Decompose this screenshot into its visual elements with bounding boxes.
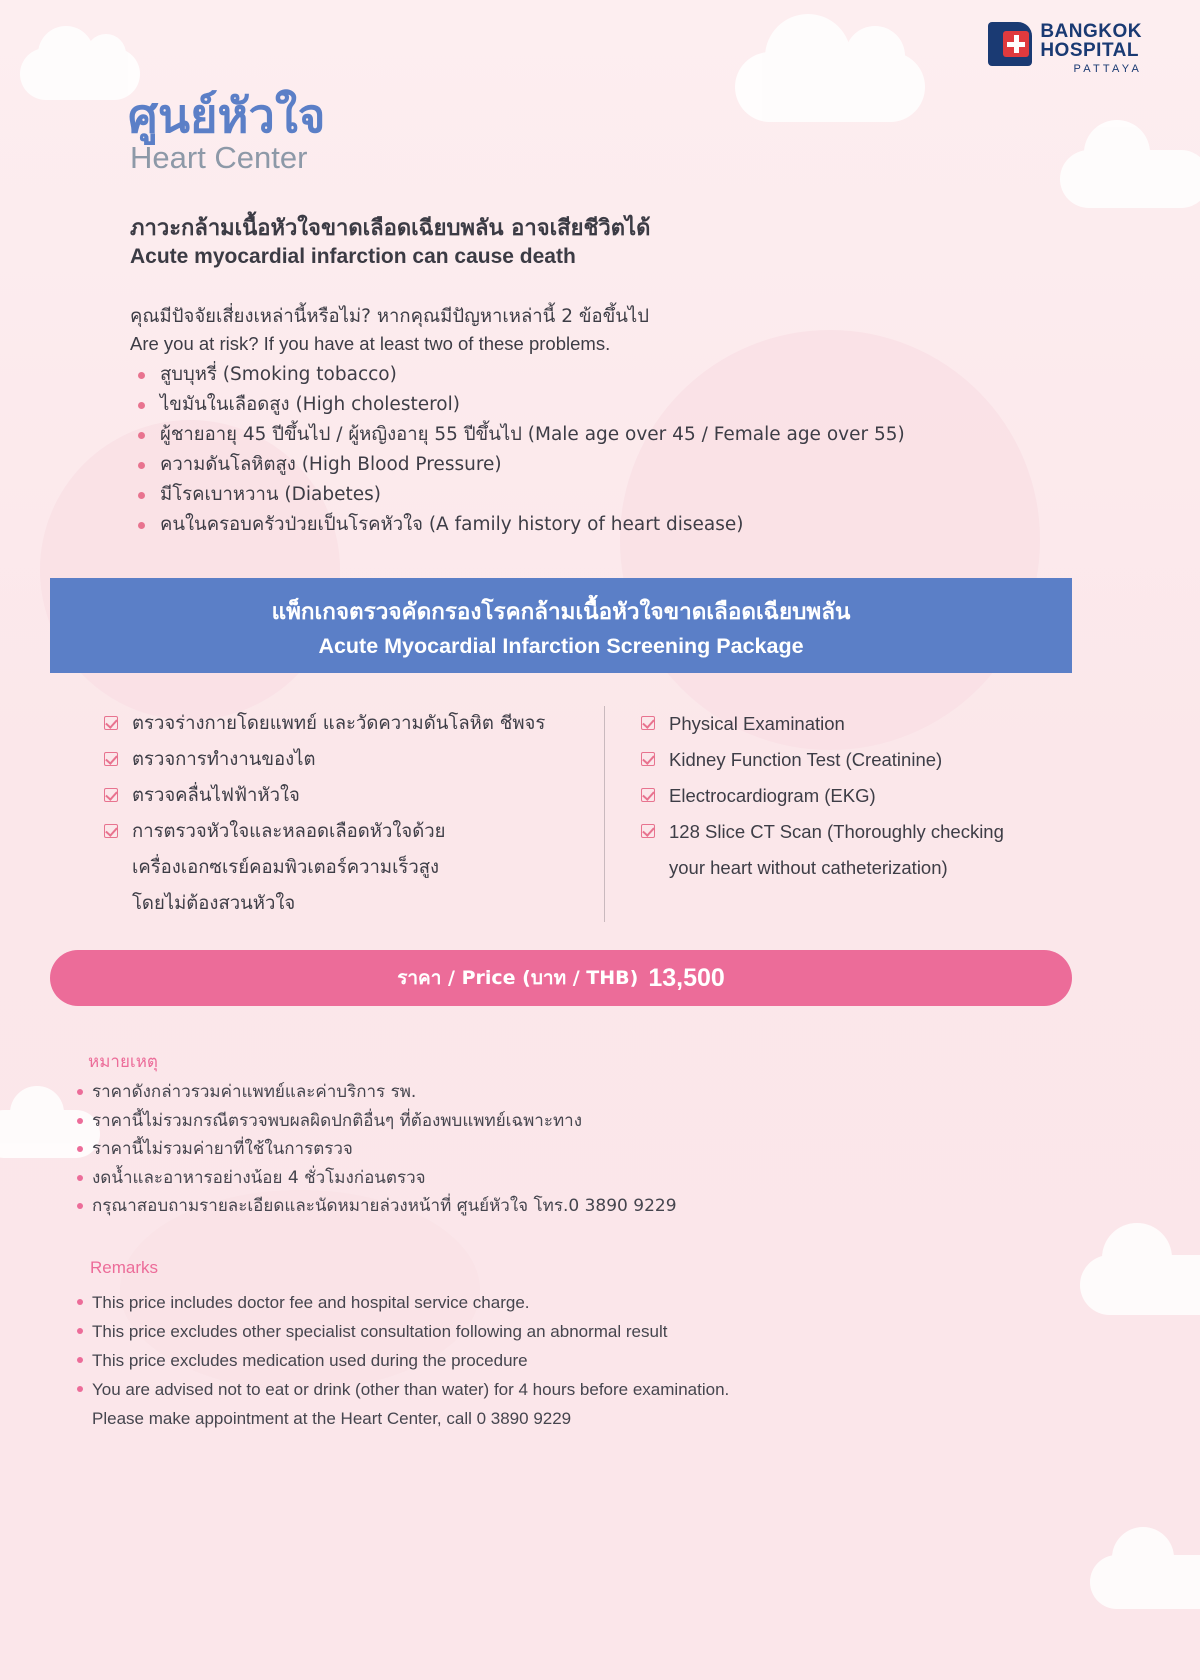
item-line: เครื่องเอกซเรย์คอมพิวเตอร์ความเร็วสูง [132, 857, 440, 878]
hospital-cross-logo-icon [988, 22, 1032, 66]
logo-line-2: HOSPITAL [1040, 40, 1139, 62]
list-item [641, 814, 1074, 886]
list-item: This price excludes medication used during the procedure [74, 1346, 1074, 1375]
cloud-decoration [20, 48, 140, 100]
intro-heading-en: Acute myocardial infarction can cause death [130, 245, 576, 268]
risk-factor-list [130, 360, 1030, 540]
hospital-logo [988, 22, 1142, 75]
item-line: ตรวจร่างกายโดยแพทย์ และวัดความดันโลหิต ชีพจร [132, 713, 546, 734]
remarks-title-th: หมายเหตุ [88, 1052, 158, 1072]
checkbox-checked-icon [104, 752, 118, 766]
remarks-title-en: Remarks [90, 1258, 159, 1277]
item-line: Kidney Function Test (Creatinine) [669, 749, 943, 770]
checkbox-checked-icon [641, 824, 655, 838]
banner-title-th: แพ็กเกจตรวจคัดกรองโรคกล้ามเนื้อหัวใจขาดเลือดเฉียบพลัน [271, 598, 851, 625]
price-bar [50, 950, 1072, 1006]
item-line: your heart without catheterization) [669, 857, 948, 878]
cloud-decoration [1060, 150, 1200, 208]
list-item: ไขมันในเลือดสูง (High cholesterol) [130, 390, 1030, 419]
price-value: 13,500 [648, 963, 725, 992]
red-cross-box [1003, 31, 1029, 57]
item-line: Electrocardiogram (EKG) [669, 785, 876, 806]
risk-question-en: Are you at risk? If you have at least two of these problems. [130, 333, 611, 354]
price-label: ราคา / Price (บาท / THB) [397, 967, 639, 989]
item-line: 128 Slice CT Scan (Thoroughly checking [669, 821, 1004, 842]
list-item [104, 814, 574, 922]
list-item: You are advised not to eat or drink (other than water) for 4 hours before examination. [74, 1375, 1074, 1404]
list-item: ความดันโลหิตสูง (High Blood Pressure) [130, 450, 1030, 479]
list-item: ราคานี้ไม่รวมค่ายาที่ใช้ในการตรวจ [74, 1135, 1074, 1164]
list-item: สูบบุหรี่ (Smoking tobacco) [130, 360, 1030, 389]
logo-wordmark [1040, 22, 1142, 75]
list-item [641, 778, 1074, 814]
list-item: ราคาดังกล่าวรวมค่าแพทย์และค่าบริการ รพ. [74, 1078, 1074, 1107]
item-line: ตรวจคลื่นไฟฟ้าหัวใจ [132, 785, 300, 806]
package-banner [50, 578, 1072, 673]
list-item: มีโรคเบาหวาน (Diabetes) [130, 480, 1030, 509]
package-items [104, 706, 1084, 922]
cloud-decoration [1080, 1255, 1200, 1315]
item-line: โดยไม่ต้องสวนหัวใจ [132, 893, 296, 914]
center-title-th: ศูนย์หัวใจ [128, 89, 326, 144]
checkbox-checked-icon [641, 716, 655, 730]
cloud-decoration [735, 52, 925, 122]
list-item [104, 778, 574, 814]
checkbox-checked-icon [104, 824, 118, 838]
list-item: This price includes doctor fee and hospital service charge. [74, 1288, 1074, 1317]
remarks-list-en [74, 1288, 1074, 1433]
list-item: งดน้ำและอาหารอย่างน้อย 4 ชั่วโมงก่อนตรวจ [74, 1164, 1074, 1193]
list-item: คนในครอบครัวป่วยเป็นโรคหัวใจ (A family history of heart disease) [130, 510, 1030, 539]
item-line: ตรวจการทำงานของไต [132, 749, 316, 770]
list-item [104, 706, 574, 742]
cross-horizontal [1007, 42, 1025, 47]
logo-line-3: PATTAYA [1073, 62, 1142, 75]
item-line: Physical Examination [669, 713, 845, 734]
intro-heading-th: ภาวะกล้ามเนื้อหัวใจขาดเลือดเฉียบพลัน อาจเสียชีวิตได้ [130, 216, 651, 241]
checkbox-checked-icon [641, 788, 655, 802]
list-item [641, 742, 1074, 778]
checkbox-checked-icon [104, 788, 118, 802]
item-line: การตรวจหัวใจและหลอดเลือดหัวใจด้วย [132, 821, 446, 842]
list-item [641, 706, 1074, 742]
list-item: ผู้ชายอายุ 45 ปีขึ้นไป / ผู้หญิงอายุ 55 ปีขึ้นไป (Male age over 45 / Female age over 55) [130, 420, 1030, 449]
banner-title-en: Acute Myocardial Infarction Screening Package [318, 633, 804, 658]
package-items-en [604, 706, 1074, 922]
checkbox-checked-icon [104, 716, 118, 730]
remarks-closing-line: Please make appointment at the Heart Center, call 0 3890 9229 [92, 1409, 572, 1428]
list-item: This price excludes other specialist consultation following an abnormal result [74, 1317, 1074, 1346]
checkbox-checked-icon [641, 752, 655, 766]
list-item: กรุณาสอบถามรายละเอียดและนัดหมายล่วงหน้าที่ ศูนย์หัวใจ โทร.0 3890 9229 [74, 1192, 1074, 1221]
remarks-list-th [74, 1078, 1074, 1221]
risk-question-th: คุณมีปัจจัยเสี่ยงเหล่านี้หรือไม่? หากคุณมีปัญหาเหล่านี้ 2 ข้อขึ้นไป [130, 306, 649, 327]
package-items-th [104, 706, 574, 922]
list-item [104, 742, 574, 778]
center-title-en: Heart Center [130, 140, 308, 175]
list-item: ราคานี้ไม่รวมกรณีตรวจพบผลผิดปกติอื่นๆ ที่ต้องพบแพทย์เฉพาะทาง [74, 1107, 1074, 1136]
cloud-decoration [1090, 1555, 1200, 1609]
logo-line-1: BANGKOK [1040, 21, 1142, 42]
